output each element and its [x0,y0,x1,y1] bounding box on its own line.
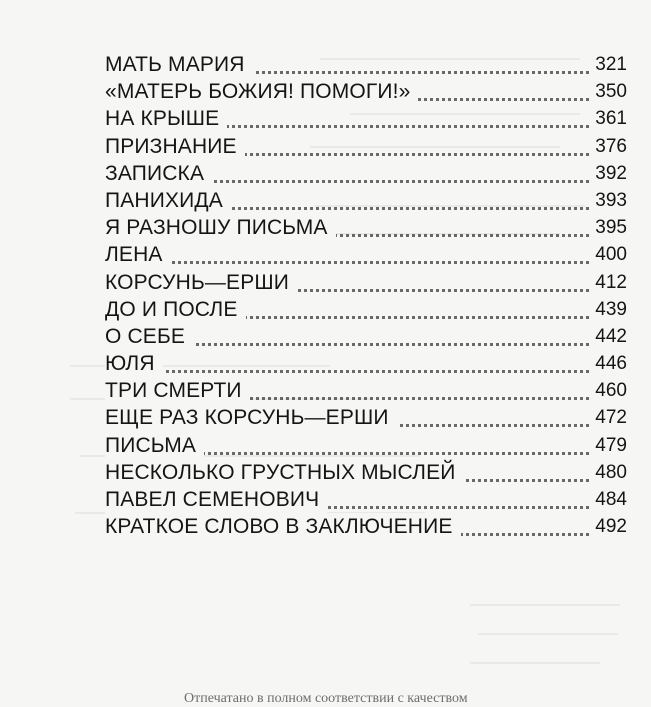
toc-entry-title: ТРИ СМЕРТИ [105,377,250,404]
toc-entry-title: НЕСКОЛЬКО ГРУСТНЫХ МЫСЛЕЙ [105,459,464,486]
toc-entry [105,296,627,323]
toc-entry [105,105,627,132]
bottom-text-fragment: Отпечатано в полном соответствии с качеством [184,691,468,706]
toc-entry-page: 460 [590,377,627,404]
toc-entry-leader [105,367,589,373]
toc-entry-page: 442 [590,323,627,350]
toc-entry-title: НА КРЫШЕ [105,105,227,132]
toc-entry-page: 479 [590,432,627,459]
toc-entry [105,214,627,241]
toc-entry [105,513,627,540]
toc-entry-title: О СЕБЕ [105,323,193,350]
toc-entry [105,160,627,187]
toc-entry [105,133,627,160]
toc-entry [105,269,627,296]
toc-entry [105,432,627,459]
toc-entry [105,51,627,78]
toc-entry-title: ЕЩЕ РАЗ КОРСУНЬ—ЕРШИ [105,404,397,431]
toc-entry-title: Я РАЗНОШУ ПИСЬМА [105,214,336,241]
toc-entry-page: 393 [590,187,627,214]
toc-entry-leader [105,258,589,264]
toc-entry-page: 321 [590,51,627,78]
toc-entry [105,323,627,350]
toc-entry-title: ЗАПИСКА [105,160,212,187]
toc-entry-page: 350 [590,78,627,105]
toc-entry-title: ЛЕНА [105,241,171,268]
toc-entry-title: ДО И ПОСЛЕ [105,296,246,323]
toc-entry [105,486,627,513]
toc-entry-title: «МАТЕРЬ БОЖИЯ! ПОМОГИ!» [105,78,418,105]
toc-entry-page: 472 [590,404,627,431]
toc-entry [105,78,627,105]
toc-entry-page: 446 [590,350,627,377]
toc-entry-page: 492 [590,513,627,540]
toc-entry-title: ПРИЗНАНИЕ [105,133,245,160]
toc-entry-page: 484 [590,486,627,513]
toc-entry-page: 395 [590,214,627,241]
toc-entry [105,350,627,377]
toc-entry-title: ПАНИХИДА [105,187,231,214]
toc-entry-title: ПАВЕЛ СЕМЕНОВИЧ [105,486,327,513]
toc-entry [105,377,627,404]
table-of-contents [105,51,627,540]
toc-entry-page: 412 [590,269,627,296]
toc-entry-title: КРАТКОЕ СЛОВО В ЗАКЛЮЧЕНИЕ [105,513,461,540]
toc-entry-title: ПИСЬМА [105,432,204,459]
toc-entry-page: 376 [590,133,627,160]
toc-entry-page: 439 [590,296,627,323]
toc-entry-title: МАТЬ МАРИЯ [105,51,253,78]
toc-entry-page: 392 [590,160,627,187]
toc-entry [105,241,627,268]
toc-entry-page: 480 [590,459,627,486]
toc-entry-page: 400 [590,241,627,268]
toc-entry-title: ЮЛЯ [105,350,163,377]
toc-entry [105,187,627,214]
toc-entry-page: 361 [590,105,627,132]
toc-entry [105,459,627,486]
toc-entry [105,404,627,431]
toc-entry-title: КОРСУНЬ—ЕРШИ [105,269,297,296]
